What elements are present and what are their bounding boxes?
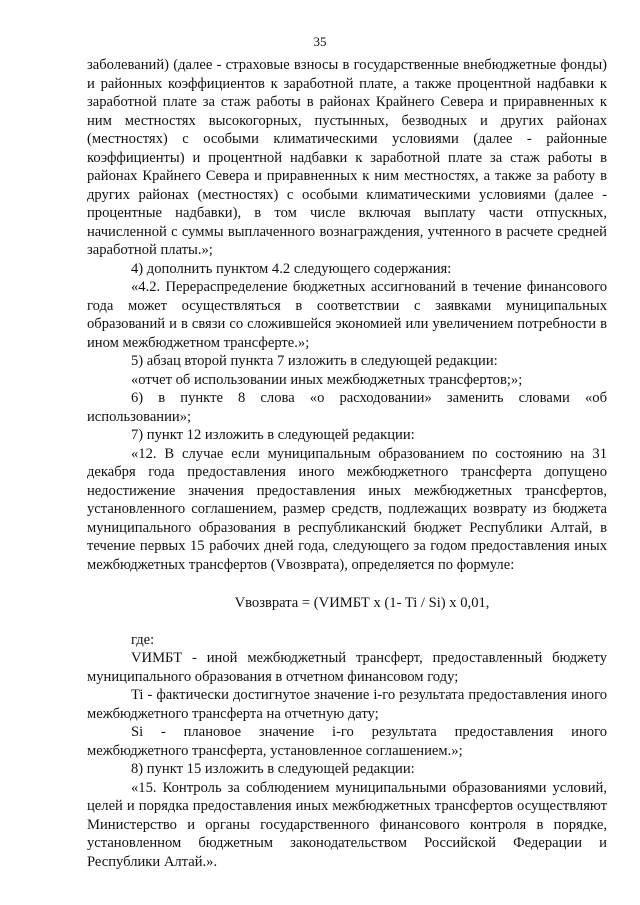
amendment-5-heading: 5) абзац второй пункта 7 изложить в следующей редакции: [131,353,498,369]
formula-term-ti: Ti - фактически достигнутое значение i-го результата предоставления иного межбюджетного трансферта на отчетную дату; [87,687,607,722]
formula-term-si: Si - плановое значение i-го результата предоставления иного межбюджетного трансферта, установленное соглашением.»; [87,724,607,759]
paragraph-continuation: заболеваний) (далее - страховые взносы в государственные внебюджетные фонды) и районных коэффициентов к заработной плате, а также процентной надбавки к заработной плате за стаж работы в районах Крайнего Севера и приравненных к ним местностях высокогорных, пустынных, безводных и других районах (местностях) с особыми климатическими условиями (далее - районные коэффициенты) и процентной надбавки к заработной плате за стаж работы в районах Крайнего Севера и приравненных к ним местностях, а также за работу в других районах (местностях) с особыми климатическими условиями (далее - процентные надбавки), в том числе включая выплату части отпускных, начисленной с суммы выплаченного вознаграждения, учтенного в расчете средней заработной платы.»; [87,57,607,258]
amendment-8-heading: 8) пункт 15 изложить в следующей редакции: [131,761,415,777]
formula-term-vimbt: VИМБТ - иной межбюджетный трансферт, предоставленный бюджету муниципального образования в отчетном финансовом году; [87,650,607,685]
formula-where-label: где: [131,631,155,648]
amendment-7-heading: 7) пункт 12 изложить в следующей редакции: [131,427,415,443]
return-formula: Vвозврата = (VИМБТ x (1- Ti / Si) x 0,01, [234,595,490,611]
amendment-6-text: 6) в пункте 8 слова «о расходовании» заменить словами «об использовании»; [87,390,607,425]
clause-4-2-text: «4.2. Перераспределение бюджетных ассигнований в течение финансового года может осуществляться в соответствии с заявками муниципальных образований и в связи со сложившейся экономией или увеличением потребности в ином межбюджетном трансферте.»; [87,279,607,351]
clause-12-text: «12. В случае если муниципальным образованием по состоянию на 31 декабря года предоставления иного межбюджетного трансферта допущено недостижение значения предоставления иных межбюджетных трансфертов, установленного соглашением, размер средств, подлежащих возврату из бюджета муниципального образования в республиканский бюджет Республики Алтай, в течение первых 15 рабочих дней года, следующего за годом предоставления иных межбюджетных трансфертов (Vвозврата), определяется по формуле: [87,445,607,573]
document-body [87,56,607,871]
page-number: 35 [313,34,327,49]
clause-7-text: «отчет об использовании иных межбюджетных трансфертов;»; [131,371,523,388]
clause-15-text: «15. Контроль за соблюдением муниципальными образованиями условий, целей и порядка предоставления иных межбюджетных трансфертов осуществляют Министерство и органы государственного финансового контроля в порядке, установленном бюджетным законодательством Российской Федерации и Республики Алтай.». [87,779,607,870]
amendment-4-heading: 4) дополнить пунктом 4.2 следующего содержания: [131,260,452,277]
